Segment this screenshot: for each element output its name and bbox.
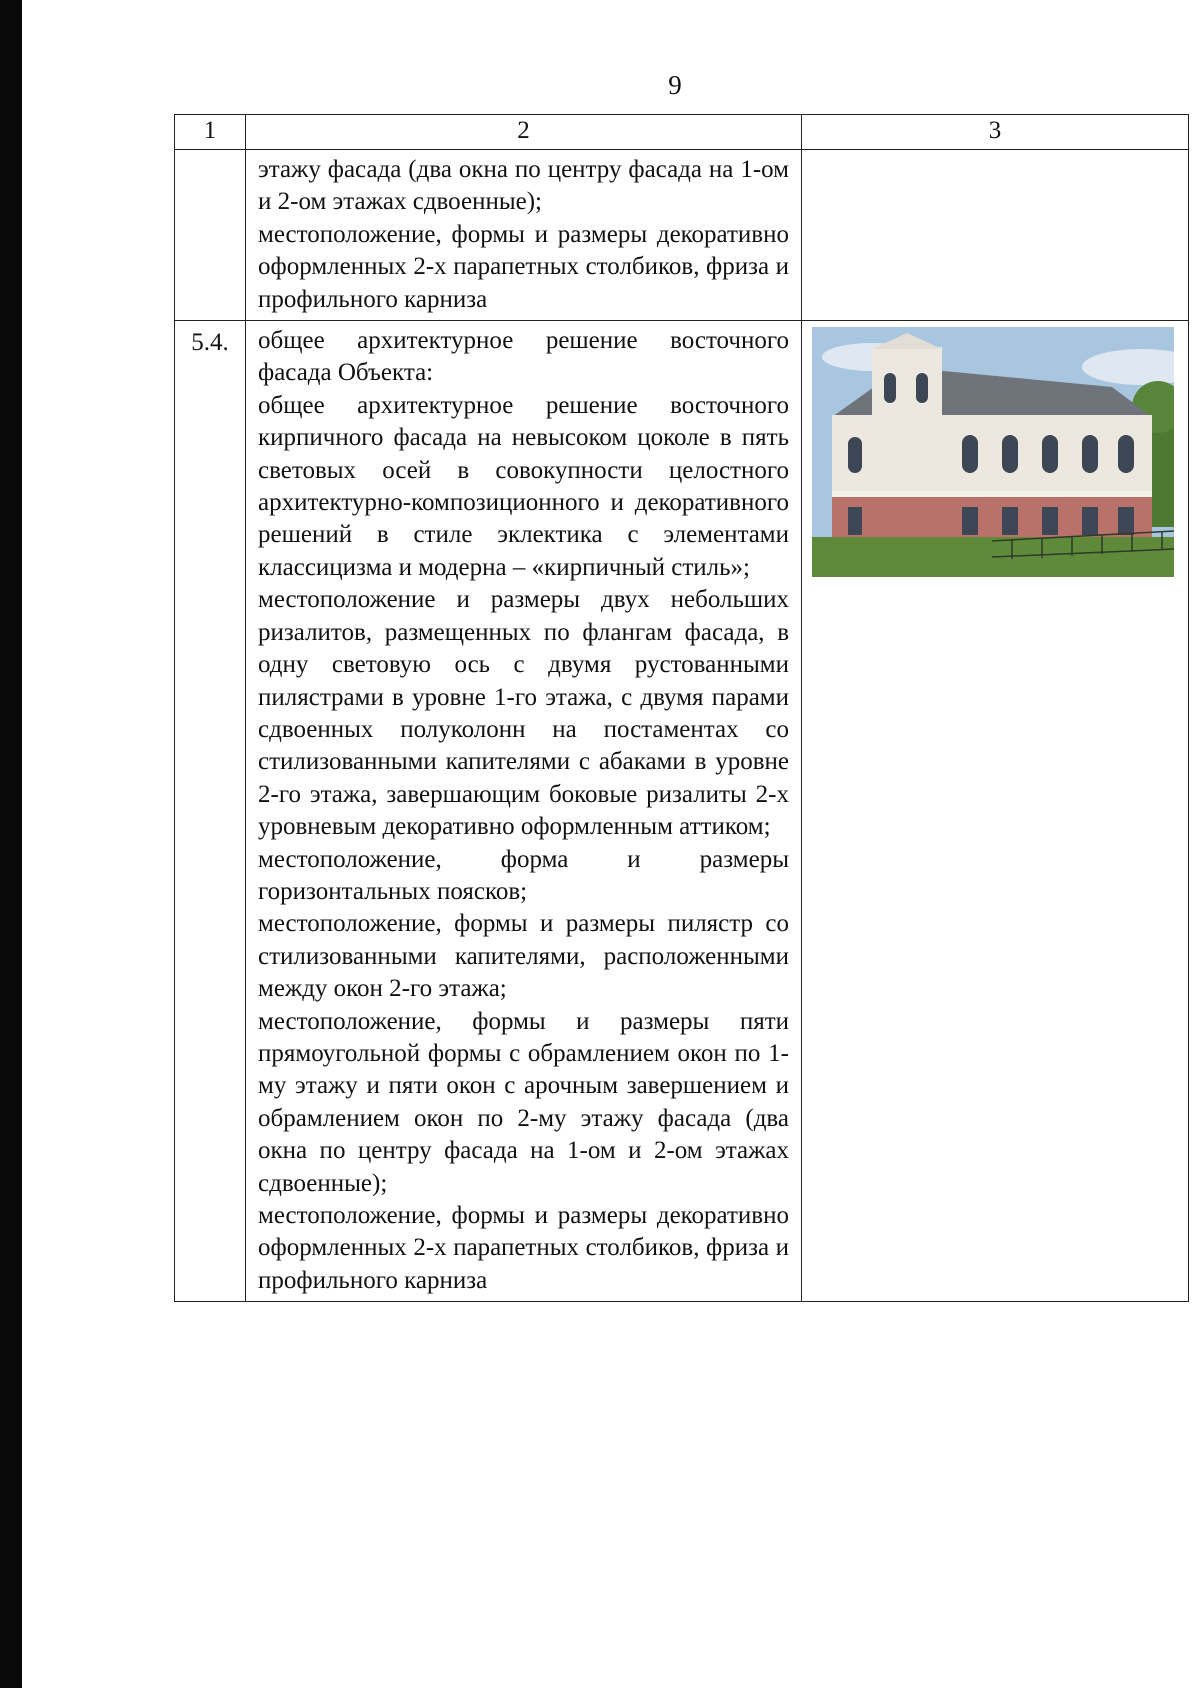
page-number: 9 [668, 70, 682, 100]
row-image-cell [802, 321, 1189, 1302]
row-description [246, 150, 802, 321]
paragraph: местоположение, формы и размеры декоративно оформленных 2-х парапетных столбиков, фриза и профильного карниза [258, 1202, 789, 1294]
building-photo [812, 327, 1174, 577]
photo-belt [832, 491, 1152, 497]
paragraph: местоположение, форма и размеры горизонтальных поясков; [258, 845, 789, 905]
table-row [175, 150, 1189, 321]
photo-upper-floor [832, 415, 1152, 499]
scan-edge [0, 0, 22, 1688]
photo-tower [872, 347, 942, 417]
header-col-2: 2 [246, 115, 802, 150]
row-number: 5.4. [175, 321, 246, 1302]
paragraph: местоположение, формы и размеры пяти прямоугольной формы с обрамлением окон по 1-му этажу и пяти окон с арочным завершением и обрамлением окон по 2-му этажу фасада (два окна по центру фасада на 1-ом и 2-ом этажах сдвоенные); [258, 1007, 789, 1197]
paragraph: местоположение, формы и размеры пилястр со стилизованными капителями, расположенными между окон 2-го этажа; [258, 910, 789, 1003]
table-row [175, 321, 1189, 1302]
row-image-cell [802, 150, 1189, 321]
table-header-row [175, 115, 1189, 150]
row-description [246, 321, 802, 1302]
header-col-3: 3 [802, 115, 1189, 150]
paragraph: местоположение, формы и размеры декоративно оформленных 2-х парапетных столбиков, фриза и профильного карниза [258, 220, 789, 313]
row-number [175, 150, 246, 321]
document-table [174, 114, 1189, 1302]
paragraph: местоположение и размеры двух небольших ризалитов, размещенных по флангам фасада, в одну световую ось с двумя рустованными пилястрами в уровне 1-го этажа, с двумя парами сдвоенных полуколонн на постаментах со стилизованными капителями с абаками в уровне 2-го этажа, завершающим боковые ризалиты 2-х уровневым декоративно оформленным аттиком; [258, 586, 789, 841]
paragraph: этажу фасада (два окна по центру фасада на 1-ом и 2-ом этажах сдвоенные); [258, 156, 789, 216]
paragraph: общее архитектурное решение восточного кирпичного фасада на невысоком цоколе в пять световых осей в совокупности целостного архитектурно-композиционного и декоративного решений в стиле эклектика с элементами классицизма и модерна – «кирпичный стиль»; [258, 391, 789, 581]
paragraph: общее архитектурное решение восточного фасада Объекта: [258, 327, 789, 387]
header-col-1: 1 [175, 115, 246, 150]
